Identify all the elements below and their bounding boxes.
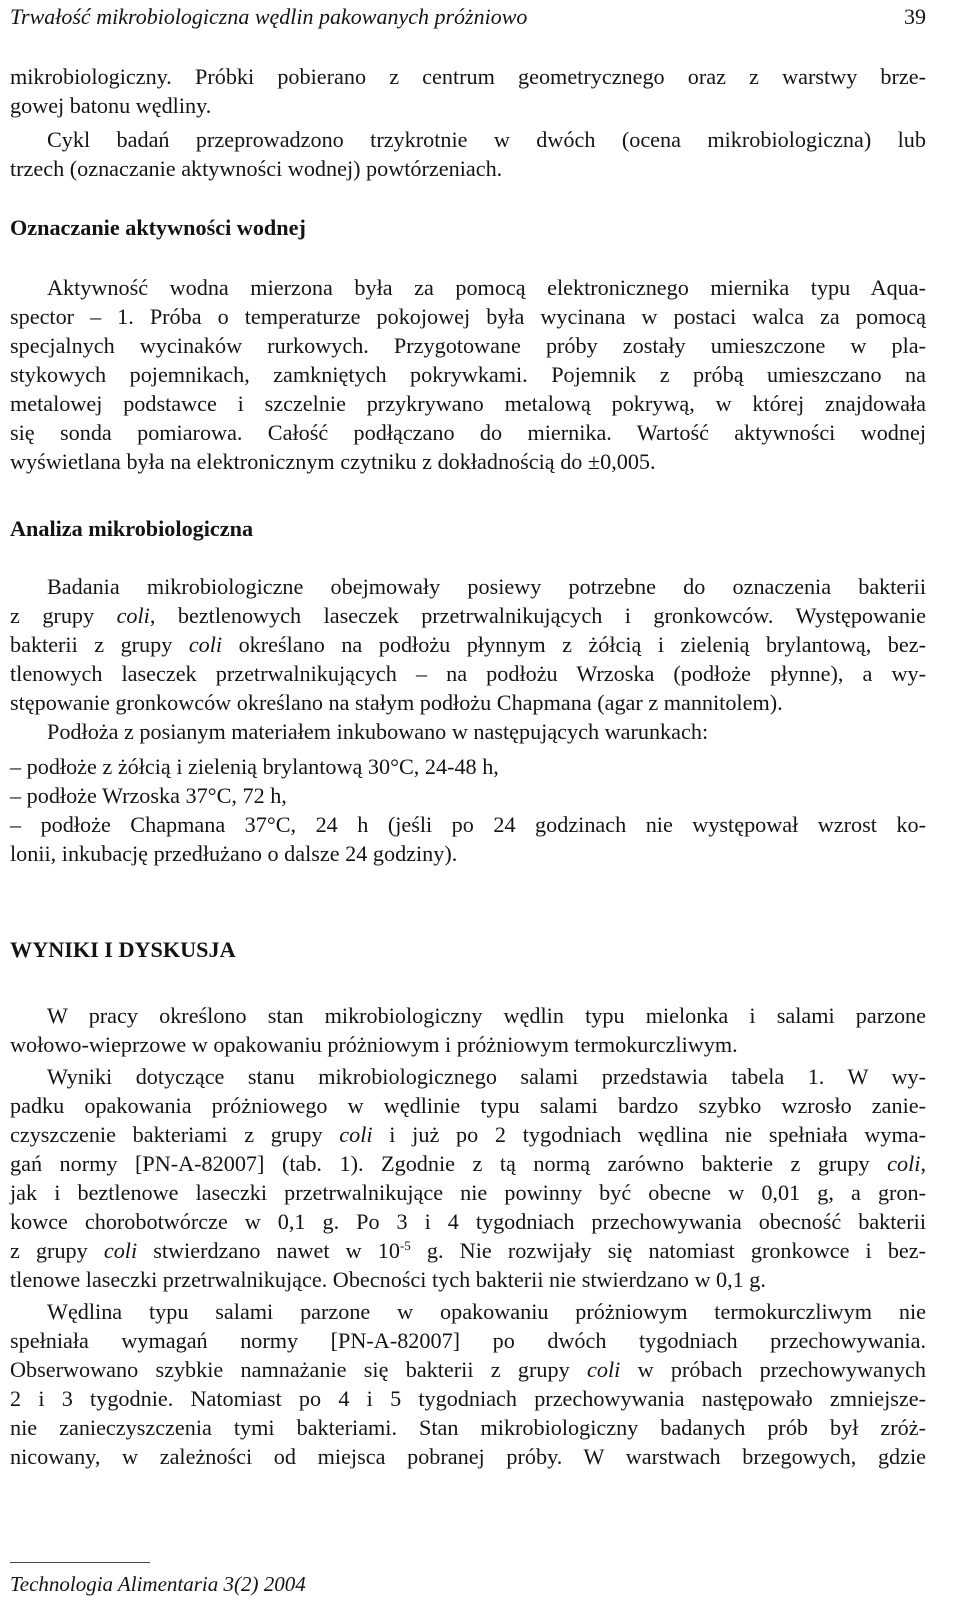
species-name: coli	[103, 1238, 138, 1263]
section-heading-water-activity: Oznaczanie aktywności wodnej	[10, 215, 306, 240]
paragraph-line: metalowej podstawce i szczelnie przykrywano metalową pokrywą, w której znajdowała	[10, 391, 926, 416]
species-name: coli	[116, 603, 150, 628]
running-footer: Technologia Alimentaria 3(2) 2004	[10, 1572, 306, 1596]
section-heading-results: WYNIKI I DYSKUSJA	[10, 937, 236, 962]
paragraph-line: gowej batonu wędliny.	[10, 93, 212, 118]
footer-rule	[10, 1562, 150, 1563]
species-name: coli	[188, 632, 223, 657]
paragraph-line: z grupy coli stwierdzano nawet w $10^{-5}$ g. Nie rozwijały się natomiast gronkowce i bez-	[10, 1238, 926, 1263]
running-title: Trwałość mikrobiologiczna wędlin pakowanych próżniowo	[10, 4, 528, 29]
paragraph-line: W pracy określono stan mikrobiologiczny wędlin typu mielonka i salami parzone	[47, 1003, 926, 1028]
paragraph-line: jak i beztlenowe laseczki przetrwalnikujące nie powinny być obecne w 0,01 g, a gron-	[10, 1180, 926, 1205]
paragraph-line: wyświetlana była na elektronicznym czytniku z dokładnością do ±0,005.	[10, 449, 656, 474]
paragraph-line: mikrobiologiczny. Próbki pobierano z centrum geometrycznego oraz z warstwy brze-	[10, 64, 926, 89]
paragraph-line: bakterii z grupy coli określano na podłożu płynnym z żółcią i zielenią brylantową, bez-	[10, 632, 926, 657]
paragraph-line: Cykl badań przeprowadzono trzykrotnie w dwóch (ocena mikrobiologiczna) lub	[47, 127, 926, 152]
species-name: coli	[587, 1357, 621, 1382]
exponent: -5	[399, 1238, 411, 1253]
paragraph-line: specjalnych wycinaków rurkowych. Przygotowane próby zostały umieszczone w pla-	[10, 333, 926, 358]
paragraph-line: się sonda pomiarowa. Całość podłączano do miernika. Wartość aktywności wodnej	[10, 420, 926, 445]
species-name: coli	[339, 1122, 373, 1147]
species-name: coli	[887, 1151, 921, 1176]
paragraph-line: nicowany, w zależności od miejsca pobranej próby. W warstwach brzegowych, gdzie	[10, 1444, 926, 1469]
running-header	[10, 2, 926, 38]
paragraph-line: Aktywność wodna mierzona była za pomocą elektronicznego miernika typu Aqua-	[47, 275, 926, 300]
paragraph-line: spector – 1. Próba o temperaturze pokojowej była wycinana w postaci walca za pomocą	[10, 304, 926, 329]
paragraph-line: wołowo-wieprzowe w opakowaniu próżniowym i próżniowym termokurczliwym.	[10, 1032, 738, 1057]
list-item: – podłoże z żółcią i zielenią brylantową 30°C, 24-48 h,	[10, 754, 499, 779]
paragraph-line: nie zanieczyszczenia tymi bakteriami. Stan mikrobiologiczny badanych prób był zróż-	[10, 1415, 926, 1440]
paragraph-line: lonii, inkubację przedłużano o dalsze 24 godziny).	[10, 841, 458, 866]
paragraph-line: stępowanie gronkowców określano na stałym podłożu Chapmana (agar z mannitolem).	[10, 690, 783, 715]
paragraph-line: gań normy [PN-A-82007] (tab. 1). Zgodnie z tą normą zarówno bakterie z grupy coli,	[10, 1151, 926, 1176]
paragraph-line: kowce chorobotwórcze w 0,1 g. Po 3 i 4 tygodniach przechowywania obecność bakterii	[10, 1209, 926, 1234]
paragraph-line: z grupy coli, beztlenowych laseczek przetrwalnikujących i gronkowców. Występowanie	[10, 603, 926, 628]
paragraph-line: spełniała wymagań normy [PN-A-82007] po dwóch tygodniach przechowywania.	[10, 1328, 926, 1353]
paragraph-line: Obserwowano szybkie namnażanie się bakterii z grupy coli w próbach przechowywanych	[10, 1357, 926, 1382]
paragraph-line: tlenowe laseczki przetrwalnikujące. Obecności tych bakterii nie stwierdzano w 0,1 g.	[10, 1267, 766, 1292]
paragraph-line: Wędlina typu salami parzone w opakowaniu próżniowym termokurczliwym nie	[47, 1299, 926, 1324]
paragraph-line: Podłoża z posianym materiałem inkubowano w następujących warunkach:	[47, 719, 709, 744]
section-heading-microbiology: Analiza mikrobiologiczna	[10, 516, 254, 541]
paragraph-line: Wyniki dotyczące stanu mikrobiologicznego salami przedstawia tabela 1. W wy-	[47, 1064, 926, 1089]
paragraph-line: tlenowych laseczek przetrwalnikujących – na podłożu Wrzoska (podłoże płynne), a wy-	[10, 661, 926, 686]
paragraph-line: czyszczenie bakteriami z grupy coli i już po 2 tygodniach wędlina nie spełniała wyma-	[10, 1122, 927, 1147]
paragraph-line: trzech (oznaczanie aktywności wodnej) powtórzeniach.	[10, 156, 503, 181]
paragraph-line: stykowych pojemnikach, zamkniętych pokrywkami. Pojemnik z próbą umieszczano na	[10, 362, 926, 387]
page-number: 39	[904, 4, 926, 29]
paragraph-line: 2 i 3 tygodnie. Natomiast po 4 i 5 tygodniach przechowywania następowało zmniejsze-	[10, 1386, 926, 1411]
paragraph-line: padku opakowania próżniowego w wędlinie typu salami bardzo szybko wzrosło zanie-	[10, 1093, 926, 1118]
list-item: – podłoże Chapmana 37°C, 24 h (jeśli po 24 godzinach nie występował wzrost ko-	[10, 812, 926, 837]
list-item: – podłoże Wrzoska 37°C, 72 h,	[10, 783, 287, 808]
paragraph-line: Badania mikrobiologiczne obejmowały posiewy potrzebne do oznaczenia bakterii	[47, 574, 926, 599]
